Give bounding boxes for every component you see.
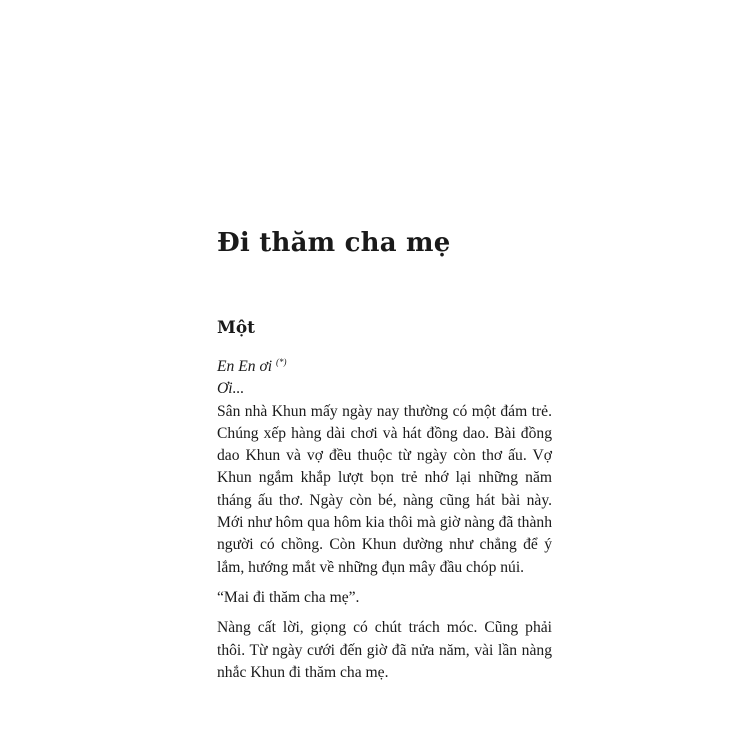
call-line-text: En En ơi (217, 358, 273, 375)
chapter-title: Đi thăm cha mẹ (217, 228, 451, 258)
paragraph-2: Nàng cất lời, giọng có chút trách móc. Cũng phải thôi. Từ ngày cưới đến giờ đã nửa năm, vài lần nàng nhắc Khun đi thăm cha mẹ. (217, 619, 552, 681)
section-heading: Một (217, 318, 256, 338)
reply-line: Ơi... (217, 380, 245, 398)
footnote-marker[interactable]: (*) (276, 357, 287, 367)
quote-line: “Mai đi thăm cha mẹ”. (217, 588, 360, 606)
call-line (217, 356, 552, 378)
paragraph-1: Sân nhà Khun mấy ngày nay thường có một đám trẻ. Chúng xếp hàng dài chơi và hát đồng dao. Bài đồng dao Khun và vợ đều thuộc từ ngày còn thơ ấu. Vợ Khun ngắm khắp lượt bọn trẻ nhớ lại những năm tháng ấu thơ. Ngày còn bé, nàng cũng hát bài này. Mới như hôm qua hôm kia thôi mà giờ nàng đã thành người có chồng. Còn Khun dường như chẳng để ý lắm, hướng mắt về những đụn mây đầu chóp núi. (217, 402, 552, 576)
body-text (217, 356, 552, 684)
